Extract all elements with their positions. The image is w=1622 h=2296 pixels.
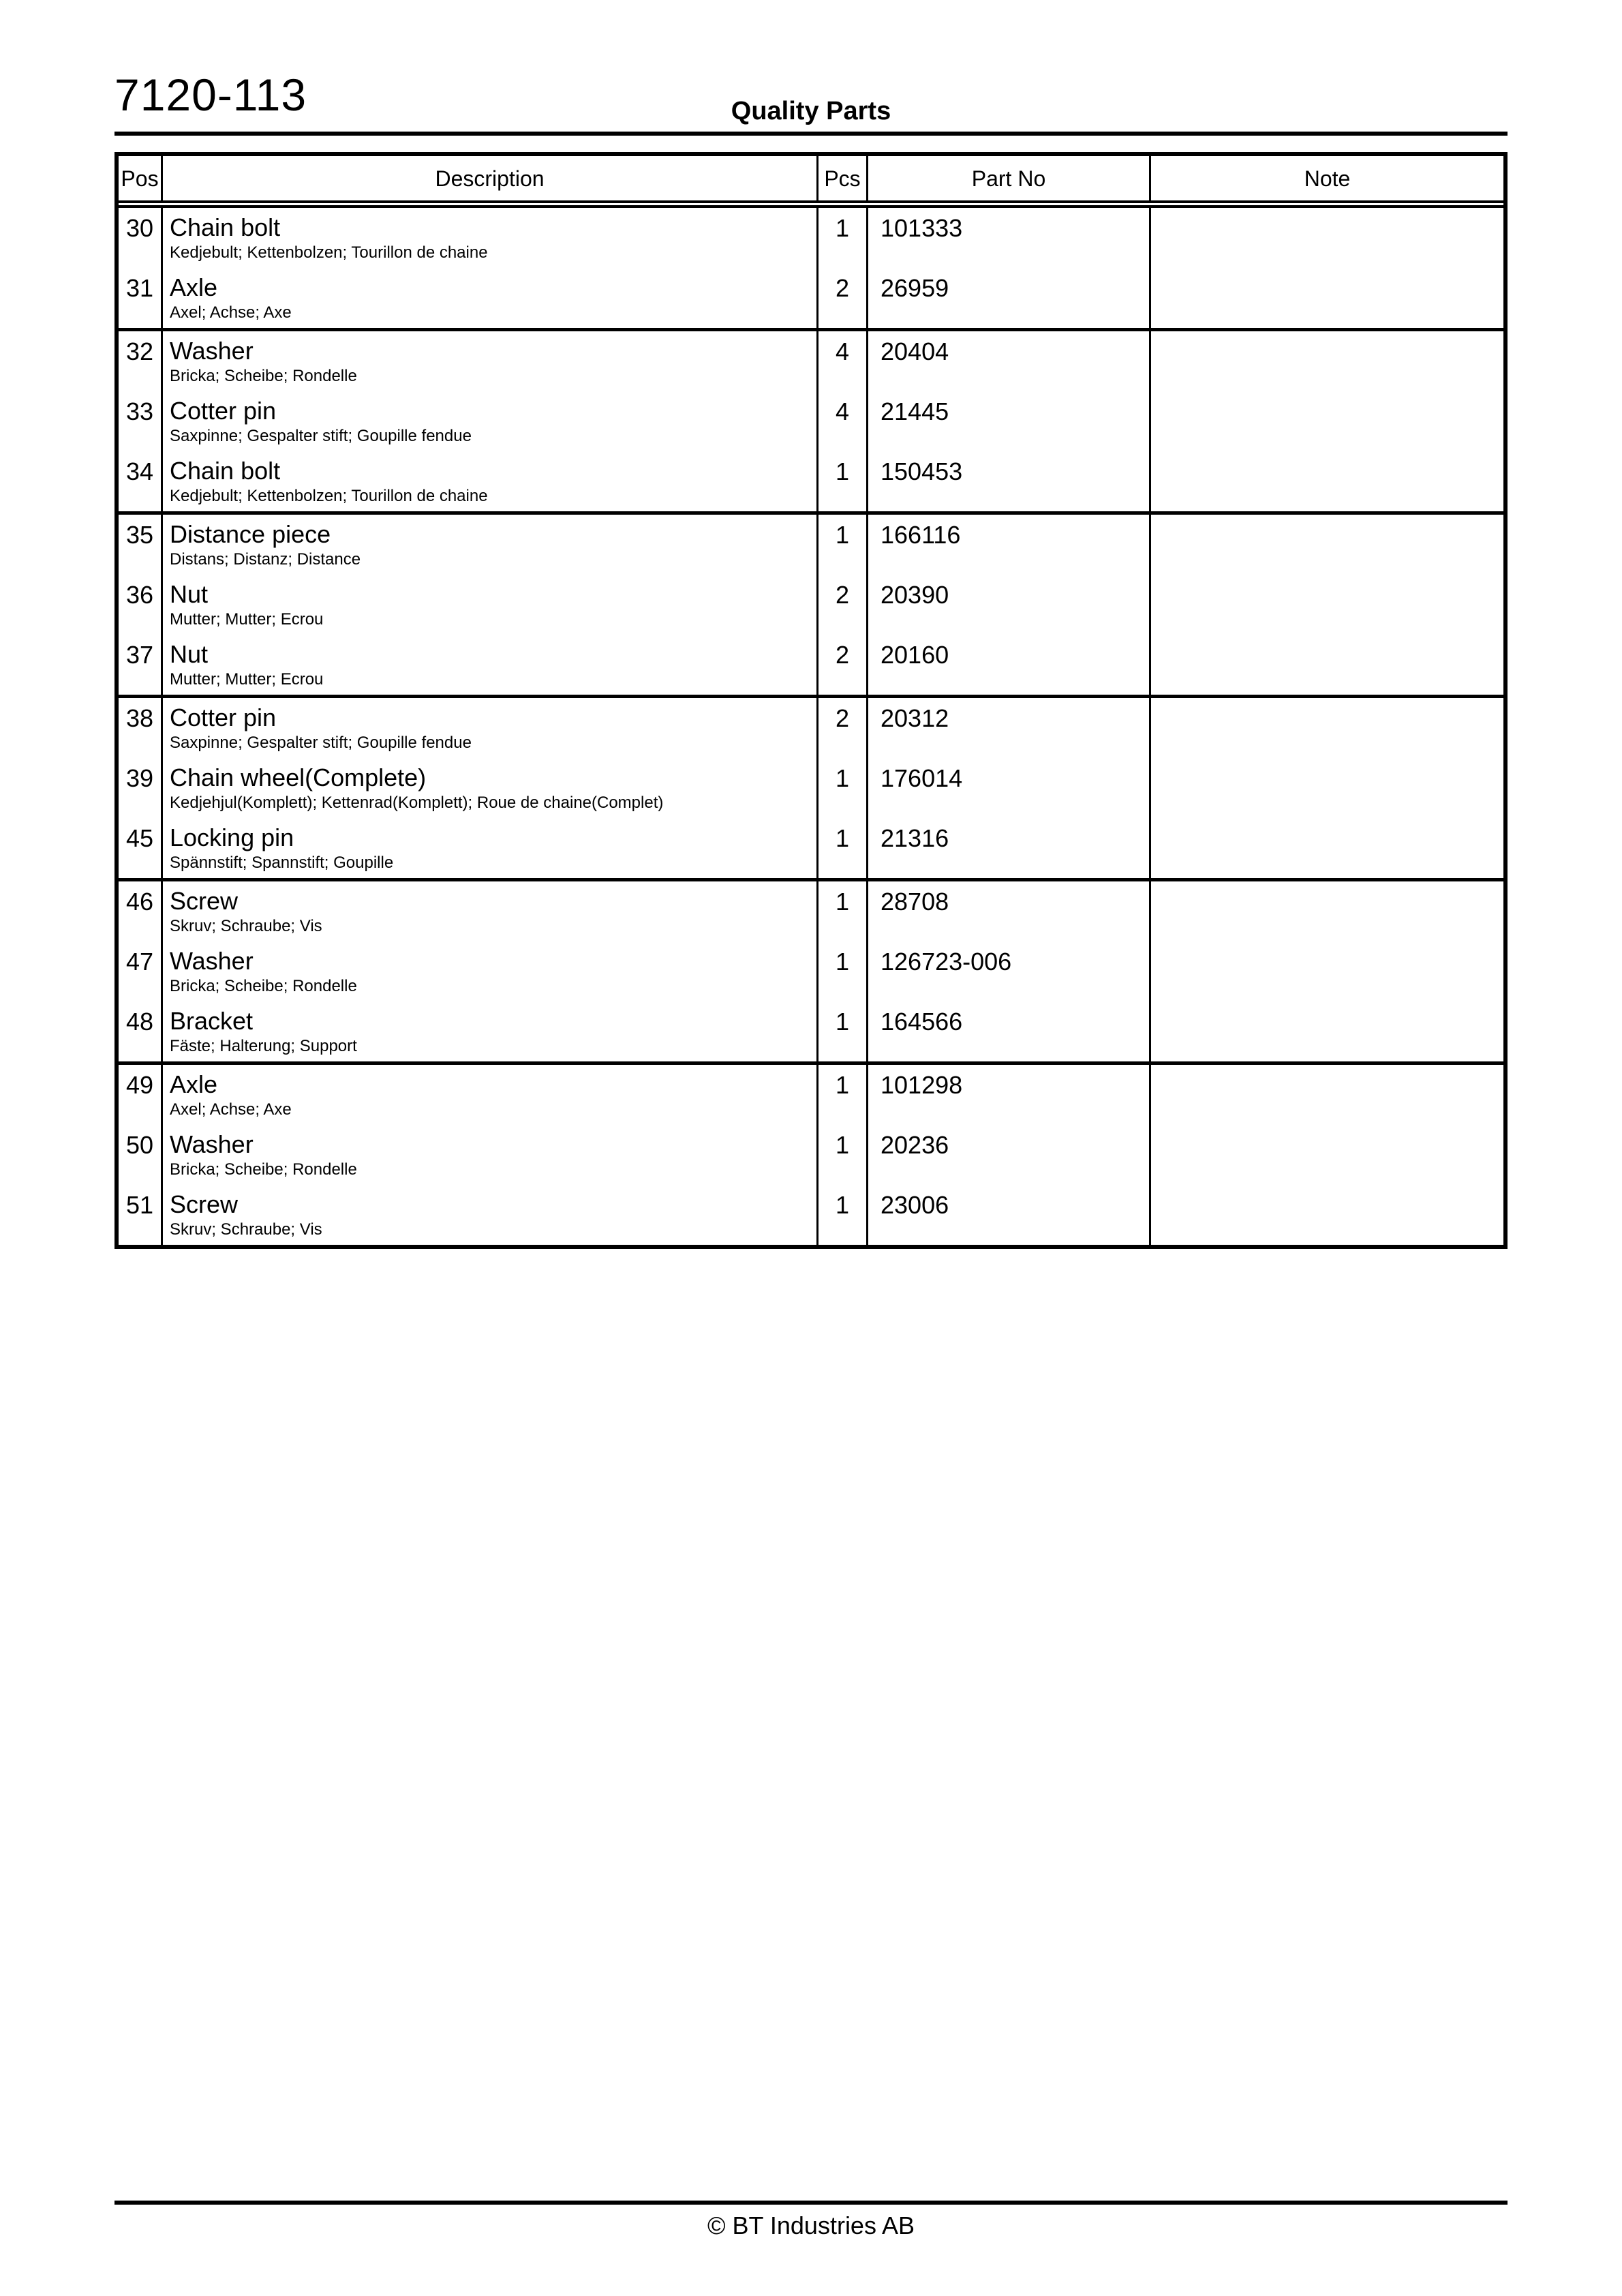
note-cell	[1149, 391, 1503, 451]
note-cell	[1149, 818, 1503, 878]
pos-cell: 35	[125, 521, 154, 549]
part-no-cell: 126723-006	[866, 941, 1149, 1001]
part-no-cell: 20390	[866, 575, 1149, 635]
note-cell	[1149, 941, 1503, 1001]
table-group	[119, 878, 1503, 1061]
table-row	[119, 515, 1503, 575]
note-cell	[1149, 758, 1503, 818]
note-cell	[1149, 635, 1503, 695]
description-cell	[161, 575, 816, 635]
part-translations: Spännstift; Spannstift; Goupille	[170, 854, 394, 872]
pos-cell: 39	[125, 764, 154, 792]
parts-table	[114, 152, 1508, 1249]
part-no-cell: 150453	[866, 451, 1149, 511]
pos-cell: 49	[125, 1071, 154, 1099]
part-name: Chain wheel(Complete)	[170, 764, 427, 791]
page-header	[114, 0, 1508, 132]
table-row	[119, 881, 1503, 941]
pos-cell: 51	[125, 1191, 154, 1219]
pos-cell: 30	[125, 214, 154, 242]
part-no-cell: 164566	[866, 1001, 1149, 1061]
header-rule	[114, 132, 1508, 136]
pcs-cell: 2	[816, 698, 866, 758]
table-group	[119, 328, 1503, 511]
table-group	[119, 511, 1503, 695]
part-name: Screw	[170, 1190, 239, 1218]
part-no-cell: 101298	[866, 1065, 1149, 1125]
note-cell	[1149, 515, 1503, 575]
note-cell	[1149, 268, 1503, 328]
table-header-row	[119, 156, 1503, 208]
col-header-pos: Pos	[121, 166, 159, 191]
table-group	[119, 695, 1503, 878]
table-row	[119, 818, 1503, 878]
part-name: Washer	[170, 1130, 254, 1158]
note-cell	[1149, 1065, 1503, 1125]
pcs-cell: 1	[816, 758, 866, 818]
part-no-cell: 20236	[866, 1125, 1149, 1185]
part-translations: Fäste; Halterung; Support	[170, 1037, 357, 1055]
note-cell	[1149, 1185, 1503, 1245]
part-translations: Skruv; Schraube; Vis	[170, 917, 322, 935]
pcs-cell: 1	[816, 941, 866, 1001]
table-group	[119, 1061, 1503, 1245]
description-cell	[161, 268, 816, 328]
table-row	[119, 1185, 1503, 1245]
col-header-pcs: Pcs	[816, 156, 866, 200]
part-name: Nut	[170, 640, 209, 668]
part-name: Washer	[170, 337, 254, 365]
description-cell	[161, 391, 816, 451]
col-header-note: Note	[1149, 156, 1503, 200]
part-translations: Mutter; Mutter; Ecrou	[170, 610, 324, 629]
description-cell	[161, 635, 816, 695]
description-cell	[161, 818, 816, 878]
part-name: Nut	[170, 580, 209, 608]
description-cell	[161, 698, 816, 758]
part-no-cell: 20160	[866, 635, 1149, 695]
part-no-cell: 166116	[866, 515, 1149, 575]
pcs-cell: 1	[816, 451, 866, 511]
pos-cell: 34	[125, 457, 154, 485]
pos-cell: 48	[125, 1008, 154, 1036]
description-cell	[161, 881, 816, 941]
footer-text: © BT Industries AB	[707, 2211, 915, 2239]
part-translations: Distans; Distanz; Distance	[170, 550, 361, 569]
pcs-cell: 1	[816, 818, 866, 878]
col-header-description: Description	[161, 156, 816, 200]
table-row	[119, 698, 1503, 758]
pcs-cell: 1	[816, 208, 866, 268]
table-row	[119, 391, 1503, 451]
part-name: Locking pin	[170, 824, 294, 851]
pcs-cell: 2	[816, 575, 866, 635]
note-cell	[1149, 1125, 1503, 1185]
description-cell	[161, 941, 816, 1001]
pcs-cell: 2	[816, 268, 866, 328]
pos-cell: 46	[125, 888, 154, 916]
part-name: Cotter pin	[170, 397, 277, 425]
part-translations: Skruv; Schraube; Vis	[170, 1220, 322, 1239]
note-cell	[1149, 698, 1503, 758]
description-cell	[161, 1125, 816, 1185]
part-translations: Bricka; Scheibe; Rondelle	[170, 977, 357, 995]
part-no-cell: 21445	[866, 391, 1149, 451]
part-translations: Axel; Achse; Axe	[170, 1100, 292, 1119]
table-row	[119, 941, 1503, 1001]
table-group	[119, 208, 1503, 328]
note-cell	[1149, 451, 1503, 511]
part-translations: Bricka; Scheibe; Rondelle	[170, 367, 357, 385]
parts-table-body	[119, 208, 1503, 1245]
table-row	[119, 451, 1503, 511]
page-title: Quality Parts	[731, 97, 891, 125]
part-no-cell: 26959	[866, 268, 1149, 328]
pos-cell: 45	[125, 824, 154, 852]
pos-cell: 37	[125, 641, 154, 669]
description-cell	[161, 1185, 816, 1245]
part-name: Washer	[170, 947, 254, 975]
part-translations: Saxpinne; Gespalter stift; Goupille fendue	[170, 734, 472, 752]
part-name: Chain bolt	[170, 457, 281, 485]
part-translations: Kedjebult; Kettenbolzen; Tourillon de chaine	[170, 243, 488, 262]
description-cell	[161, 451, 816, 511]
description-cell	[161, 331, 816, 391]
note-cell	[1149, 575, 1503, 635]
description-cell	[161, 758, 816, 818]
note-cell	[1149, 331, 1503, 391]
pcs-cell: 1	[816, 1125, 866, 1185]
description-cell	[161, 1001, 816, 1061]
table-row	[119, 331, 1503, 391]
table-row	[119, 208, 1503, 268]
pcs-cell: 1	[816, 881, 866, 941]
pcs-cell: 1	[816, 1185, 866, 1245]
footer-rule	[114, 2201, 1508, 2205]
part-name: Screw	[170, 887, 239, 915]
table-row	[119, 1065, 1503, 1125]
part-no-cell: 28708	[866, 881, 1149, 941]
pos-cell: 47	[125, 948, 154, 976]
pcs-cell: 1	[816, 1065, 866, 1125]
table-row	[119, 1125, 1503, 1185]
part-name: Bracket	[170, 1007, 254, 1035]
description-cell	[161, 1065, 816, 1125]
pos-cell: 33	[125, 397, 154, 425]
part-translations: Kedjebult; Kettenbolzen; Tourillon de chaine	[170, 487, 488, 505]
note-cell	[1149, 881, 1503, 941]
part-no-cell: 176014	[866, 758, 1149, 818]
col-header-part-no: Part No	[866, 156, 1149, 200]
pos-cell: 36	[125, 581, 154, 609]
table-row	[119, 635, 1503, 695]
part-name: Distance piece	[170, 520, 331, 548]
table-row	[119, 268, 1503, 328]
part-name: Chain bolt	[170, 213, 281, 241]
table-row	[119, 758, 1503, 818]
part-translations: Axel; Achse; Axe	[170, 303, 292, 322]
note-cell	[1149, 1001, 1503, 1061]
pos-cell: 50	[125, 1131, 154, 1159]
pcs-cell: 1	[816, 1001, 866, 1061]
part-translations: Saxpinne; Gespalter stift; Goupille fendue	[170, 427, 472, 445]
description-cell	[161, 208, 816, 268]
pcs-cell: 4	[816, 391, 866, 451]
pcs-cell: 2	[816, 635, 866, 695]
part-name: Cotter pin	[170, 704, 277, 731]
part-no-cell: 23006	[866, 1185, 1149, 1245]
part-no-cell: 101333	[866, 208, 1149, 268]
doc-number: 7120-113	[114, 70, 307, 120]
part-no-cell: 20312	[866, 698, 1149, 758]
part-no-cell: 20404	[866, 331, 1149, 391]
part-translations: Mutter; Mutter; Ecrou	[170, 670, 324, 689]
part-translations: Kedjehjul(Komplett); Kettenrad(Komplett); Roue de chaine(Complet)	[170, 794, 664, 812]
part-name: Axle	[170, 1070, 218, 1098]
pcs-cell: 4	[816, 331, 866, 391]
pos-cell: 32	[125, 337, 154, 365]
pcs-cell: 1	[816, 515, 866, 575]
part-translations: Bricka; Scheibe; Rondelle	[170, 1160, 357, 1179]
part-no-cell: 21316	[866, 818, 1149, 878]
description-cell	[161, 515, 816, 575]
table-row	[119, 575, 1503, 635]
table-row	[119, 1001, 1503, 1061]
pos-cell: 31	[125, 274, 154, 302]
part-name: Axle	[170, 273, 218, 301]
pos-cell: 38	[125, 704, 154, 732]
note-cell	[1149, 208, 1503, 268]
